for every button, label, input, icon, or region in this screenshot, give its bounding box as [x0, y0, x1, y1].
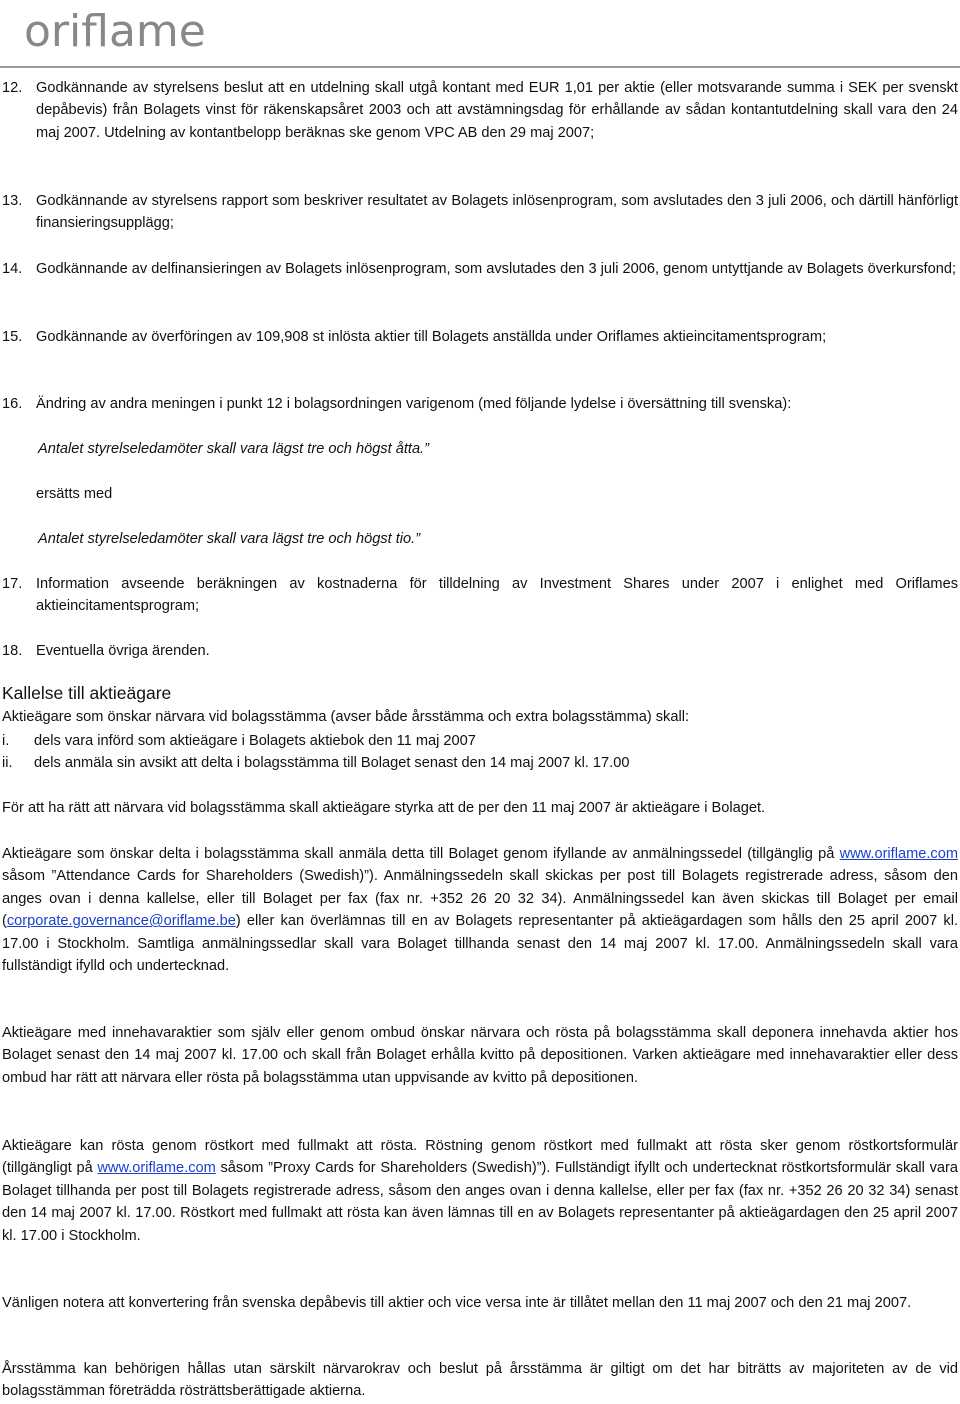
oriflame-website-link[interactable]: www.oriflame.com [839, 846, 958, 862]
agenda-item-15 [2, 326, 958, 348]
item-number: 15. [2, 329, 23, 345]
quote-old: Antalet styrelseledamöter skall vara lägst tre och högst åtta.” [38, 441, 429, 457]
item-text: Godkännande av styrelsens rapport som beskriver resultatet av Bolagets inlösenprogram, som avslutades den 3 juli 2006, och därtill hänförligt finansieringsupplägg; [36, 193, 958, 232]
item-text: Godkännande av delfinansieringen av Bolagets inlösenprogram, som avslutades den 3 juli 2006, genom untyttjande av Bolagets överkursfond; [36, 261, 956, 277]
oriflame-website-link[interactable]: www.oriflame.com [97, 1160, 216, 1177]
text-span: såsom ”Proxy Cards for Shareholders (Swedish)”). Fullständigt ifyllt och undertecknat röstkortsformulär skall vara Bolaget tillhanda per post till Bolagets registrerade adress, såsom den anges ovan i denna kallelse, eller per fax (fax nr. +352 26 20 32 34) senast den 14 maj 2007 kl. 17.00. Röstkort med fullmakt att rösta kan även lämnas till en av Bolagets representanter på aktieägardagen den 25 april 2007 kl. 17.00 i Stockholm. [2, 1160, 958, 1244]
item-text: Ändring av andra meningen i punkt 12 i bolagsordningen varigenom (med följande lydelse i översättning till svenska): [36, 396, 792, 412]
item-number: 18. [2, 643, 23, 659]
paragraph-proxy-voting [2, 1135, 958, 1247]
replacement-note: ersätts med [36, 486, 113, 502]
condition-text: dels anmäla sin avsikt att delta i bolagsstämma till Bolaget senast den 14 maj 2007 kl. 17.00 [34, 755, 630, 771]
item-number: 17. [2, 576, 23, 592]
quote-new: Antalet styrelseledamöter skall vara lägst tre och högst tio.” [38, 531, 421, 547]
corporate-email-link[interactable]: corporate.governance@oriflame.be [6, 913, 236, 930]
text-span: Aktieägare kan rösta genom röstkort med fullmakt att rösta. Röstning genom röstkort med fullmakt att rösta sker genom röstkortsformulär (tillgängligt på [2, 1138, 958, 1177]
paragraph-bearer-shares: Aktieägare med innehavaraktier som själv eller genom ombud önskar närvara och rösta på bolagsstämma skall deponera innehavda aktier hos Bolaget senast den 14 maj 2007 kl. 17.00 och skall från Bolaget erhålla kvitto på depositionen. Varken aktieägare med innehavaraktier eller dess ombud har rätt att närvara eller rösta på bolagsstämma utan uppvisande av kvitto på depositionen. [2, 1025, 958, 1086]
text-span: såsom ”Attendance Cards for Shareholders (Swedish)”). Anmälningssedeln skall skickas per post till Bolagets registrerade adress, såsom den anges ovan i denna kallelse, eller till Bolaget per fax (fax nr. +352 26 20 32 34). Anmälningssedel kan även skickas till Bolaget per email ( [2, 868, 958, 930]
item-text: Godkännande av överföringen av 109,908 st inlösta aktier till Bolagets anställda under Oriflames aktieincitamentsprogram; [36, 329, 827, 345]
agenda-item-12 [2, 77, 958, 144]
item-number: 14. [2, 261, 23, 277]
text-span: ) eller kan överlämnas till en av Bolagets representanter på aktieägardagen som hålls den 25 april 2007 kl. 17.00 i Stockholm. Samtliga anmälningssedlar skall vara Bolaget tillhanda senast den 14 maj 2007 kl. 17.00. Anmälningssedeln skall vara fullständigt ifylld och undertecknad. [2, 913, 958, 975]
condition-text: dels vara införd som aktieägare i Bolagets aktiebok den 11 maj 2007 [34, 733, 476, 749]
paragraph-entitlement: För att ha rätt att närvara vid bolagsstämma skall aktieägare styrka att de per den 11 maj 2007 är aktieägare i Bolaget. [2, 800, 766, 816]
paragraph-conversion: Vänligen notera att konvertering från svenska depåbevis till aktier och vice versa inte är tillåtet mellan den 11 maj 2007 och den 21 maj 2007. [2, 1295, 912, 1311]
condition-i [2, 730, 958, 752]
condition-number: ii. [2, 755, 13, 771]
section-heading: Kallelse till aktieägare [2, 683, 172, 703]
agenda-item-14 [2, 258, 958, 280]
quote-text: Antalet styrelseledamöter skall vara lägst tre och högst åtta. [38, 441, 425, 457]
text-span: Aktieägare som önskar delta i bolagsstämma skall anmäla detta till Bolaget genom ifyllande av anmälningssedel (tillgänglig på [2, 846, 840, 862]
paragraph-quorum: Årsstämma kan behörigen hållas utan särskilt närvarokrav och beslut på årsstämma är giltigt om det har biträtts av majoriteten av de vid bolagsstämman företrädda rösträttsberättigade aktierna. [2, 1361, 958, 1400]
agenda-item-17 [2, 573, 958, 618]
item-text: Eventuella övriga ärenden. [36, 643, 210, 659]
item-number: 13. [2, 193, 23, 209]
condition-number: i. [2, 733, 10, 749]
oriflame-logo [24, 4, 224, 60]
paragraph-registration [2, 843, 958, 977]
intro-text: Aktieägare som önskar närvara vid bolagsstämma (avser både årsstämma och extra bolagsstämma) skall: [2, 709, 690, 725]
item-text: Information avseende beräkningen av kostnaderna för tilldelning av Investment Shares under 2007 i enlighet med Oriflames aktieincitamentsprogram; [36, 576, 958, 615]
item-number: 12. [2, 80, 23, 96]
condition-ii [2, 752, 958, 774]
agenda-item-16 [2, 393, 958, 415]
agenda-item-13 [2, 190, 958, 235]
header-rule [0, 66, 960, 68]
item-number: 16. [2, 396, 23, 412]
agenda-item-18 [2, 640, 958, 662]
logo-text: oriflame [24, 6, 206, 57]
quote-text: Antalet styrelseledamöter skall vara lägst tre och högst tio. [38, 531, 416, 547]
item-text: Godkännande av styrelsens beslut att en utdelning skall utgå kontant med EUR 1,01 per aktie (eller motsvarande summa i SEK per svenskt depåbevis) från Bolagets vinst för räkenskapsåret 2003 och att avstämningsdag för erhållande av sådan kontantutdelning skall vara den 24 maj 2007. Utdelning av kontantbelopp beräknas ske genom VPC AB den 29 maj 2007; [36, 80, 958, 141]
